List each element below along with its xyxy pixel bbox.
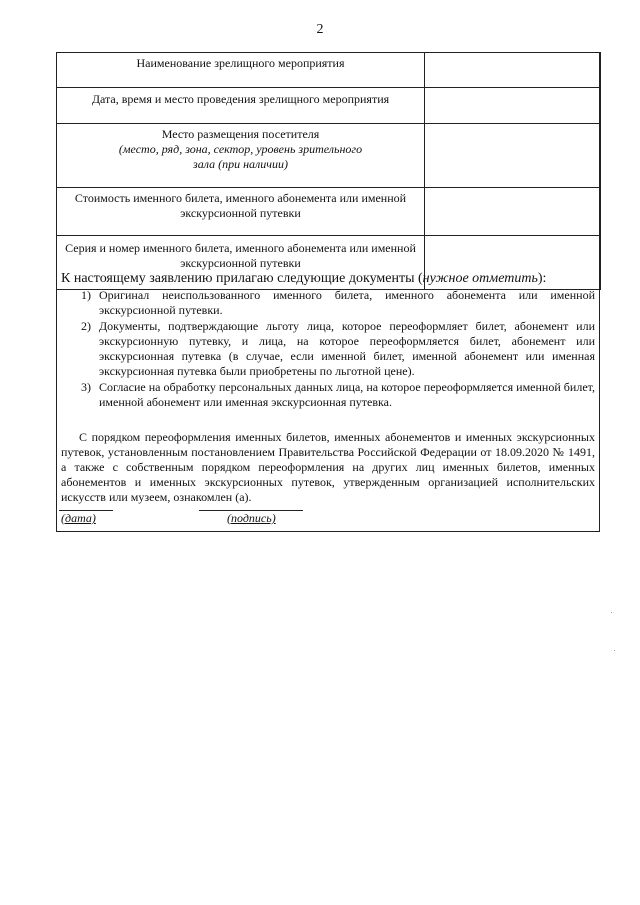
event-name-field[interactable] [425, 53, 601, 88]
list-item-number: 3) [81, 380, 91, 394]
ticket-price-label: Стоимость именного билета, именного абонемента или именной экскурсионной путевки [57, 188, 425, 236]
list-item-number: 2) [81, 319, 91, 333]
table-row [57, 53, 601, 88]
list-item[interactable] [61, 380, 595, 410]
event-datetime-label: Дата, время и место проведения зрелищного мероприятия [57, 88, 425, 124]
table-row [57, 88, 601, 124]
seat-location-note: (место, ряд, зона, сектор, уровень зрительного зала (при наличии) [118, 142, 363, 171]
ticket-price-field[interactable] [425, 188, 601, 236]
event-datetime-field[interactable] [425, 88, 601, 124]
table-row [57, 124, 601, 188]
application-form-frame [56, 52, 600, 532]
attachments-list [61, 288, 595, 410]
intro-text: К настоящему заявлению прилагаю следующие документы ( [61, 271, 423, 286]
table-row [57, 188, 601, 236]
ticket-number-label: Серия и номер именного билета, именного абонемента или именной экскурсионной путевки [57, 236, 425, 290]
list-item-number: 1) [81, 288, 91, 302]
date-label: (дата) [61, 511, 96, 525]
event-details-table [56, 52, 601, 290]
seat-location-cell [57, 124, 425, 188]
intro-emphasis: нужное отметить [422, 271, 538, 286]
event-name-label: Наименование зрелищного мероприятия [57, 53, 425, 88]
scan-speck [611, 612, 612, 613]
seat-location-label: Место размещения посетителя [161, 127, 320, 141]
list-item-text: Оригинал неиспользованного именного билета, именного абонемента или именной экскурсионной путевки. [99, 288, 595, 317]
page-number: 2 [316, 22, 324, 37]
scan-speck [614, 650, 615, 651]
intro-end: ): [537, 271, 547, 286]
seat-location-field[interactable] [425, 124, 601, 188]
list-item-text: Согласие на обработку персональных данных лица, на которое переоформляется именной билет, именной абонемент или именная экскурсионная путевка. [99, 380, 595, 409]
attachments-intro [61, 271, 595, 287]
signature-label: (подпись) [227, 511, 276, 525]
attachments-section [61, 271, 595, 505]
list-item[interactable] [61, 319, 595, 379]
list-item[interactable] [61, 288, 595, 318]
list-item-text: Документы, подтверждающие льготу лица, которое переоформляет билет, абонемент или экскурсионную путевку, и лица, на которое переоформляется билет, абонемент или экскурсионная путевка (в случае, если именной билет, именной абонемент или именная экскурсионная путевка были приобретены по льготной цене). [99, 319, 595, 378]
acknowledgement-text: С порядком переоформления именных билетов, именных абонементов и именных экскурсионных путевок, установленным постановлением Правительства Российской Федерации от 18.09.2020 № 1491, а также с собственным порядком переоформления на других лиц именных билетов, именных абонементов и именных экскурсионных путевок, утвержденным организацией исполнительских искусств или музеем, ознакомлен (а). [61, 430, 595, 504]
